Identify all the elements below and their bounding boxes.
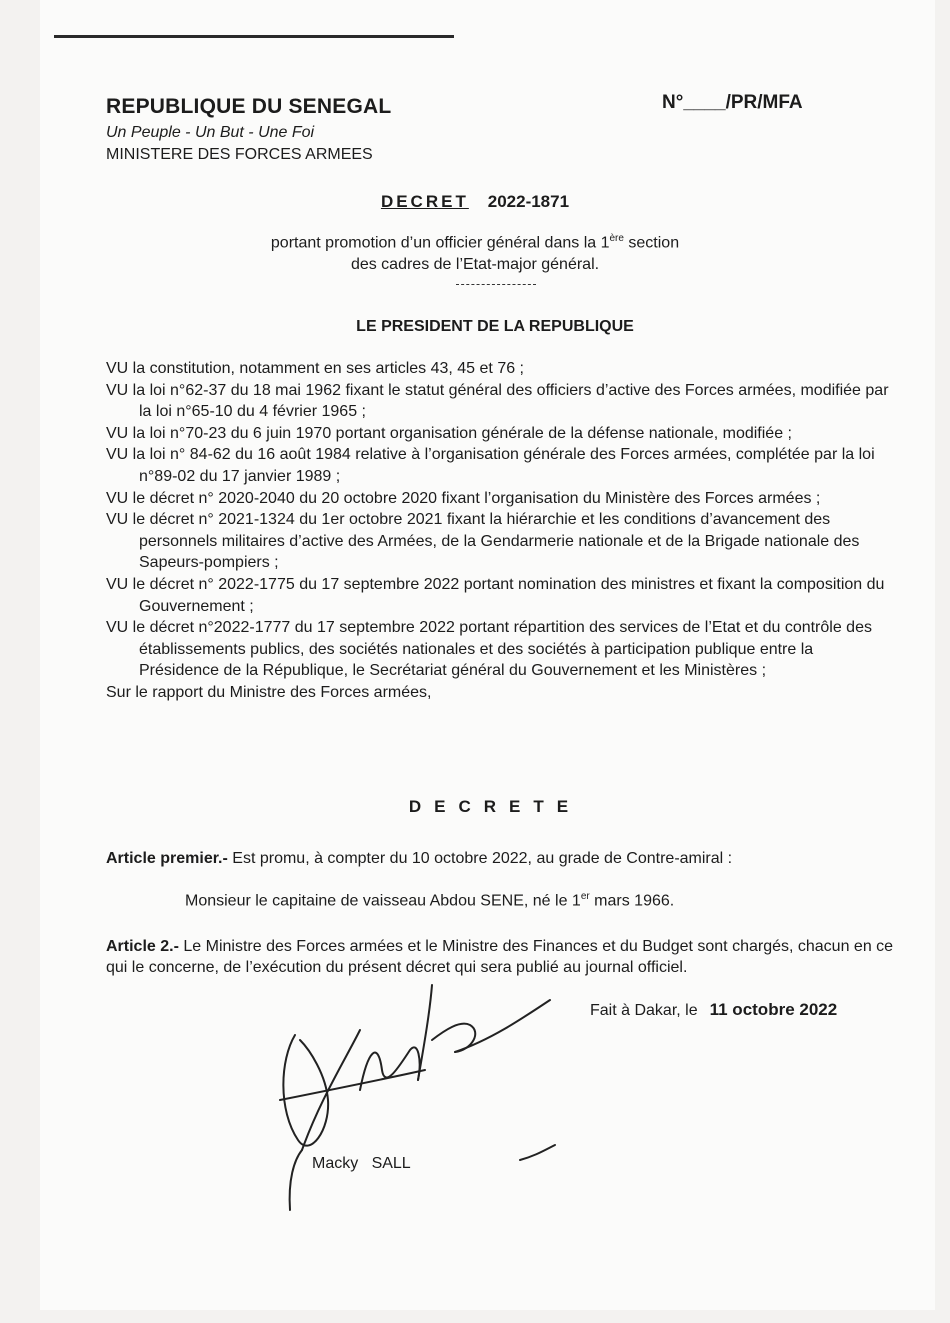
signature-date: 11 octobre 2022: [709, 1000, 838, 1019]
article-1: [106, 850, 732, 868]
article-2-label: Article 2.-: [106, 938, 179, 955]
visa-item: VU la loi n°62-37 du 18 mai 1962 fixant le statut général des officiers d’active des Forces armées, modifiée par la loi n°65-10 du 4 février 1965 ;: [106, 381, 889, 421]
subtitle-line2: des cadres de l’Etat-major général.: [350, 256, 600, 274]
visas-list: [106, 358, 896, 704]
visa-item: VU le décret n° 2022-1775 du 17 septembre 2022 portant nomination des ministres et fixant la composition du Gouvernement ;: [106, 575, 885, 615]
separator: [456, 284, 536, 285]
ministry-name: MINISTERE DES FORCES ARMEES: [106, 146, 373, 163]
visa-item: VU la constitution, notamment en ses articles 43, 45 et 76 ;: [106, 360, 524, 377]
visa-item: VU le décret n° 2021-1324 du 1er octobre 2021 fixant la hiérarchie et les conditions d’avancement des personnels militaires d’active des Armées, de la Gendarmerie nationale et de la Brigade nationale des Sapeurs-pompiers ;: [106, 511, 860, 572]
place-text: Fait à Dakar, le: [590, 1002, 698, 1019]
place-date: [590, 1000, 837, 1020]
signatory-name: Macky SALL: [312, 1155, 411, 1172]
article-1-label: Article premier.-: [106, 850, 228, 867]
promoted-superscript: er: [580, 891, 590, 902]
visa-item: VU le décret n° 2020-2040 du 20 octobre 2020 fixant l’organisation du Ministère des Forces armées ;: [106, 489, 821, 507]
article-1-text: Est promu, à compter du 10 octobre 2022, au grade de Contre-amiral :: [227, 850, 733, 867]
article-2-text: Le Ministre des Forces armées et le Ministre des Finances et du Budget sont chargés, chacun en ce qui le concerne, de l’exécution du présent décret qui sera publié au journal officiel.: [106, 938, 894, 976]
subtitle-line1-end: section: [623, 234, 680, 252]
visa-item: VU la loi n°70-23 du 6 juin 1970 portant organisation générale de la défense nationale, modifiée ;: [106, 424, 792, 442]
letterhead: [106, 95, 391, 164]
visa-item: VU le décret n°2022-1777 du 17 septembre 2022 portant répartition des services de l’Etat et du contrôle des établissements publics, des sociétés nationales et des sociétés à participation publique entre la Présidence de la République, le Secrétariat général du Gouvernement et les Ministères ;: [106, 619, 872, 680]
article-2: [106, 936, 896, 978]
subtitle-line1: portant promotion d’un officier général dans la 1: [270, 234, 610, 252]
subtitle-superscript: ère: [609, 233, 624, 244]
reference-number: N°____/PR/MFA: [662, 92, 803, 113]
republic-name: REPUBLIQUE DU SENEGAL: [106, 95, 392, 118]
decree-number: 2022-1871: [487, 192, 570, 211]
promoted-text-end: mars 1966.: [589, 892, 675, 910]
decree-word: DECRET: [380, 192, 469, 211]
decree-title: [0, 192, 950, 212]
promoted-text: Monsieur le capitaine de vaisseau Abdou SENE, né le 1: [185, 892, 581, 910]
handwritten-signature: [250, 980, 580, 1220]
rapport-line: Sur le rapport du Ministre des Forces armées,: [106, 683, 432, 701]
top-rule: [54, 35, 454, 38]
national-motto: Un Peuple - Un But - Une Foi: [106, 124, 315, 141]
president-heading: LE PRESIDENT DE LA REPUBLIQUE: [356, 318, 634, 335]
promoted-officer: [185, 891, 674, 910]
decrete-heading: DECRETE: [408, 797, 582, 816]
visa-item: VU la loi n° 84-62 du 16 août 1984 relative à l’organisation générale des Forces armées, complétée par la loi n°89-02 du 17 janvier 1989 ;: [106, 446, 875, 485]
decree-subtitle: [0, 228, 950, 276]
